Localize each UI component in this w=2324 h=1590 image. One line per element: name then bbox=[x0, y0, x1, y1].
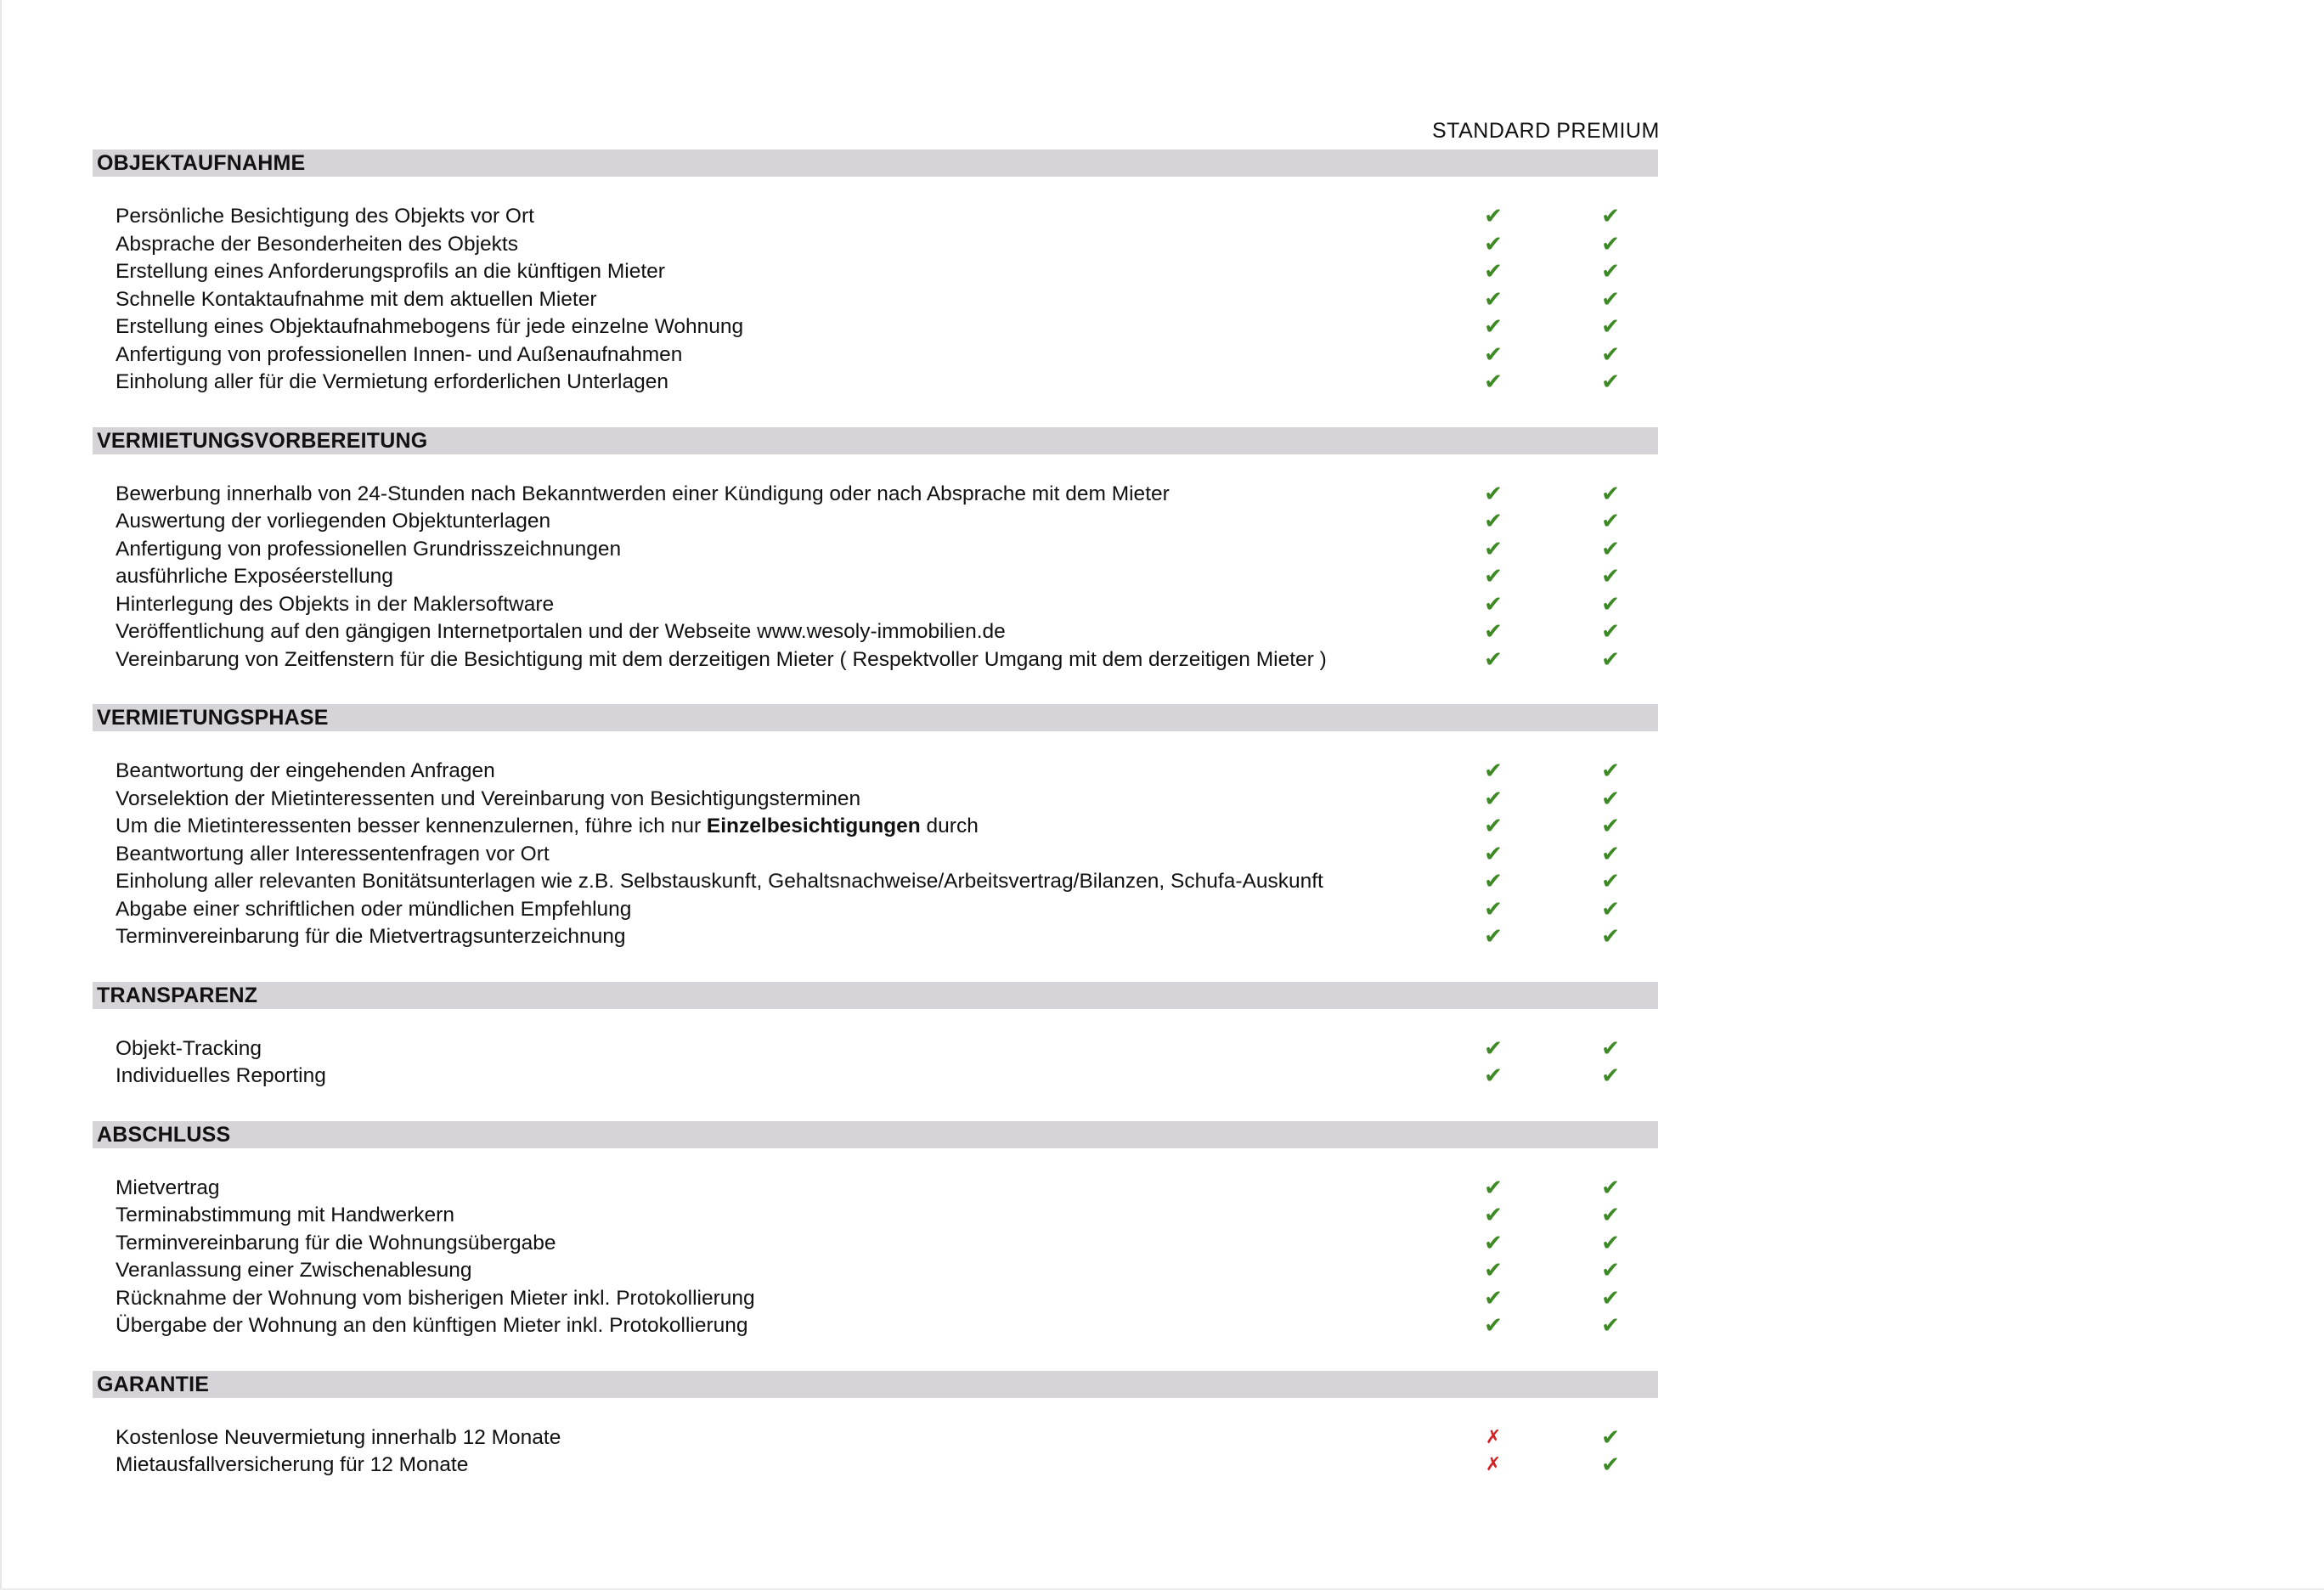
checkmark-icon-standard: ✔ bbox=[1484, 619, 1503, 645]
feature-label-emphasis: Einzelbesichtigungen bbox=[706, 815, 921, 837]
checkmark-icon-standard: ✔ bbox=[1484, 1203, 1503, 1228]
column-headers bbox=[93, 119, 1658, 149]
feature-row bbox=[93, 841, 1658, 869]
feature-list bbox=[93, 1148, 1658, 1371]
feature-label: Schnelle Kontaktaufnahme mit dem aktuellen Mieter bbox=[116, 287, 597, 311]
feature-list bbox=[93, 1009, 1658, 1121]
feature-label: Objekt-Tracking bbox=[116, 1036, 262, 1060]
checkmark-icon-standard: ✔ bbox=[1484, 591, 1503, 617]
feature-row bbox=[93, 1452, 1658, 1480]
feature-row bbox=[93, 868, 1658, 896]
feature-row bbox=[93, 369, 1658, 397]
feature-row bbox=[93, 1202, 1658, 1230]
checkmark-icon-premium: ✔ bbox=[1601, 369, 1620, 395]
feature-label: Mietausfallversicherung für 12 Monate bbox=[116, 1453, 469, 1476]
checkmark-icon-standard: ✔ bbox=[1484, 1035, 1503, 1062]
column-header-premium: PREMIUM bbox=[1556, 119, 1660, 143]
checkmark-icon-standard: ✔ bbox=[1484, 536, 1503, 562]
comparison-document bbox=[93, 119, 1658, 1510]
checkmark-icon-premium: ✔ bbox=[1601, 231, 1620, 257]
checkmark-icon-standard: ✔ bbox=[1484, 646, 1503, 673]
checkmark-icon-premium: ✔ bbox=[1601, 1313, 1620, 1339]
feature-label: Absprache der Besonderheiten des Objekts bbox=[116, 232, 518, 256]
checkmark-icon-standard: ✔ bbox=[1484, 341, 1503, 368]
checkmark-icon-standard: ✔ bbox=[1484, 896, 1503, 922]
checkmark-icon-premium: ✔ bbox=[1601, 341, 1620, 368]
checkmark-icon-premium: ✔ bbox=[1601, 896, 1620, 922]
checkmark-icon-premium: ✔ bbox=[1601, 1452, 1620, 1478]
checkmark-icon-standard: ✔ bbox=[1484, 1063, 1503, 1089]
cross-icon-standard: ✗ bbox=[1485, 1454, 1502, 1475]
feature-label: Veröffentlichung auf den gängigen Internetportalen und der Webseite www.wesoly-immobilien.de bbox=[116, 620, 1006, 643]
checkmark-icon-premium: ✔ bbox=[1601, 619, 1620, 645]
feature-list bbox=[93, 177, 1658, 427]
feature-row bbox=[93, 313, 1658, 341]
feature-row bbox=[93, 813, 1658, 841]
feature-row bbox=[93, 646, 1658, 674]
section-vermietungsphase bbox=[93, 704, 1658, 982]
checkmark-icon-standard: ✔ bbox=[1484, 259, 1503, 285]
section-objektaufnahme bbox=[93, 149, 1658, 427]
feature-label: Auswertung der vorliegenden Objektunterlagen bbox=[116, 510, 551, 533]
feature-row bbox=[93, 786, 1658, 814]
feature-row bbox=[93, 1063, 1658, 1091]
feature-label: Hinterlegung des Objekts in der Maklersoftware bbox=[116, 592, 555, 616]
checkmark-icon-premium: ✔ bbox=[1601, 1063, 1620, 1089]
checkmark-icon-premium: ✔ bbox=[1601, 536, 1620, 562]
feature-label: Beantwortung der eingehenden Anfragen bbox=[116, 759, 495, 782]
column-header-standard: STANDARD bbox=[1432, 119, 1551, 143]
checkmark-icon-standard: ✔ bbox=[1484, 924, 1503, 950]
feature-row bbox=[93, 563, 1658, 591]
checkmark-icon-premium: ✔ bbox=[1601, 869, 1620, 894]
feature-label: Veranlassung einer Zwischenablesung bbox=[116, 1259, 472, 1282]
feature-label: Abgabe einer schriftlichen oder mündlichen Empfehlung bbox=[116, 897, 632, 921]
feature-row bbox=[93, 591, 1658, 619]
section-title: VERMIETUNGSVORBEREITUNG bbox=[93, 427, 1658, 454]
feature-label: Erstellung eines Anforderungsprofils an die künftigen Mieter bbox=[116, 260, 665, 283]
checkmark-icon-standard: ✔ bbox=[1484, 841, 1503, 867]
checkmark-icon-standard: ✔ bbox=[1484, 869, 1503, 894]
checkmark-icon-standard: ✔ bbox=[1484, 481, 1503, 507]
cross-icon-standard: ✗ bbox=[1485, 1426, 1502, 1448]
feature-row bbox=[93, 896, 1658, 924]
feature-label-text: Um die Mietinteressenten besser kennenzulernen, führe ich nur bbox=[116, 815, 707, 837]
feature-label: Individuelles Reporting bbox=[116, 1064, 326, 1087]
section-title: GARANTIE bbox=[93, 1371, 1658, 1398]
checkmark-icon-premium: ✔ bbox=[1601, 1175, 1620, 1201]
checkmark-icon-standard: ✔ bbox=[1484, 1285, 1503, 1311]
section-title: OBJEKTAUFNAHME bbox=[93, 149, 1658, 177]
feature-row bbox=[93, 203, 1658, 231]
feature-row bbox=[93, 758, 1658, 786]
feature-list bbox=[93, 731, 1658, 982]
checkmark-icon-premium: ✔ bbox=[1601, 591, 1620, 617]
checkmark-icon-standard: ✔ bbox=[1484, 204, 1503, 229]
feature-label: Persönliche Besichtigung des Objekts vor Ort bbox=[116, 205, 534, 228]
feature-list bbox=[93, 454, 1658, 705]
feature-label: Übergabe der Wohnung an den künftigen Mieter inkl. Protokollierung bbox=[116, 1314, 748, 1337]
feature-row bbox=[93, 536, 1658, 564]
section-garantie bbox=[93, 1371, 1658, 1510]
feature-label: Anfertigung von professionellen Grundrisszeichnungen bbox=[116, 537, 622, 561]
feature-row bbox=[93, 923, 1658, 951]
checkmark-icon-premium: ✔ bbox=[1601, 1258, 1620, 1283]
checkmark-icon-standard: ✔ bbox=[1484, 286, 1503, 313]
checkmark-icon-premium: ✔ bbox=[1601, 924, 1620, 950]
section-vermietungsvorbereitung bbox=[93, 427, 1658, 705]
feature-list bbox=[93, 1398, 1658, 1510]
checkmark-icon-standard: ✔ bbox=[1484, 509, 1503, 534]
checkmark-icon-premium: ✔ bbox=[1601, 786, 1620, 812]
checkmark-icon-premium: ✔ bbox=[1601, 1285, 1620, 1311]
feature-label: Terminabstimmung mit Handwerkern bbox=[116, 1204, 454, 1226]
feature-row bbox=[93, 618, 1658, 646]
checkmark-icon-standard: ✔ bbox=[1484, 564, 1503, 589]
feature-row bbox=[93, 508, 1658, 536]
checkmark-icon-premium: ✔ bbox=[1601, 758, 1620, 784]
checkmark-icon-premium: ✔ bbox=[1601, 314, 1620, 340]
feature-label bbox=[116, 813, 979, 841]
feature-row bbox=[93, 258, 1658, 286]
feature-row bbox=[93, 1424, 1658, 1452]
checkmark-icon-premium: ✔ bbox=[1601, 841, 1620, 867]
feature-label: Anfertigung von professionellen Innen- und Außenaufnahmen bbox=[116, 342, 683, 366]
feature-label: Rücknahme der Wohnung vom bisherigen Mieter inkl. Protokollierung bbox=[116, 1286, 755, 1310]
checkmark-icon-premium: ✔ bbox=[1601, 509, 1620, 534]
checkmark-icon-premium: ✔ bbox=[1601, 1424, 1620, 1451]
section-transparenz bbox=[93, 982, 1658, 1121]
checkmark-icon-premium: ✔ bbox=[1601, 1203, 1620, 1228]
checkmark-icon-standard: ✔ bbox=[1484, 314, 1503, 340]
feature-label: Einholung aller relevanten Bonitätsunterlagen wie z.B. Selbstauskunft, Gehaltsnachweise/Arbeitsvertrag/Bilanzen, Schufa-Auskunft bbox=[116, 870, 1323, 893]
feature-label-text-after: durch bbox=[920, 815, 979, 837]
feature-row bbox=[93, 341, 1658, 369]
checkmark-icon-premium: ✔ bbox=[1601, 259, 1620, 285]
feature-label: Terminvereinbarung für die Wohnungsübergabe bbox=[116, 1231, 556, 1255]
feature-label: Kostenlose Neuvermietung innerhalb 12 Monate bbox=[116, 1425, 561, 1449]
checkmark-icon-standard: ✔ bbox=[1484, 1230, 1503, 1256]
feature-label: Mietvertrag bbox=[116, 1176, 220, 1199]
checkmark-icon-premium: ✔ bbox=[1601, 1230, 1620, 1256]
checkmark-icon-premium: ✔ bbox=[1601, 646, 1620, 673]
feature-row bbox=[93, 481, 1658, 509]
feature-row bbox=[93, 231, 1658, 259]
feature-row bbox=[93, 1175, 1658, 1203]
feature-row bbox=[93, 1285, 1658, 1313]
feature-row bbox=[93, 286, 1658, 314]
feature-label: Einholung aller für die Vermietung erforderlichen Unterlagen bbox=[116, 370, 668, 393]
feature-label: Beantwortung aller Interessentenfragen vor Ort bbox=[116, 842, 550, 865]
checkmark-icon-premium: ✔ bbox=[1601, 814, 1620, 839]
section-title: VERMIETUNGSPHASE bbox=[93, 704, 1658, 731]
checkmark-icon-standard: ✔ bbox=[1484, 786, 1503, 812]
feature-row bbox=[93, 1257, 1658, 1285]
feature-row bbox=[93, 1035, 1658, 1063]
checkmark-icon-premium: ✔ bbox=[1601, 1035, 1620, 1062]
section-abschluss bbox=[93, 1121, 1658, 1371]
sections-container bbox=[93, 149, 1658, 1510]
checkmark-icon-standard: ✔ bbox=[1484, 814, 1503, 839]
feature-label: Vorselektion der Mietinteressenten und Vereinbarung von Besichtigungsterminen bbox=[116, 787, 861, 810]
checkmark-icon-premium: ✔ bbox=[1601, 286, 1620, 313]
checkmark-icon-premium: ✔ bbox=[1601, 204, 1620, 229]
feature-label: Vereinbarung von Zeitfenstern für die Besichtigung mit dem derzeitigen Mieter ( Respektvoller Umgang mit dem derzeitigen Mieter ) bbox=[116, 647, 1327, 671]
feature-label: ausführliche Exposéerstellung bbox=[116, 565, 393, 588]
checkmark-icon-standard: ✔ bbox=[1484, 231, 1503, 257]
checkmark-icon-standard: ✔ bbox=[1484, 1258, 1503, 1283]
checkmark-icon-standard: ✔ bbox=[1484, 758, 1503, 784]
checkmark-icon-premium: ✔ bbox=[1601, 564, 1620, 589]
page-edge-left bbox=[0, 0, 2, 1590]
checkmark-icon-premium: ✔ bbox=[1601, 481, 1620, 507]
feature-label: Terminvereinbarung für die Mietvertragsunterzeichnung bbox=[116, 925, 626, 948]
section-title: ABSCHLUSS bbox=[93, 1121, 1658, 1148]
feature-row bbox=[93, 1230, 1658, 1258]
feature-label: Erstellung eines Objektaufnahmebogens für jede einzelne Wohnung bbox=[116, 315, 744, 338]
checkmark-icon-standard: ✔ bbox=[1484, 1313, 1503, 1339]
section-title: TRANSPARENZ bbox=[93, 982, 1658, 1009]
feature-row bbox=[93, 1312, 1658, 1340]
checkmark-icon-standard: ✔ bbox=[1484, 369, 1503, 395]
feature-label: Bewerbung innerhalb von 24-Stunden nach Bekanntwerden einer Kündigung oder nach Absprache mit dem Mieter bbox=[116, 482, 1170, 505]
checkmark-icon-standard: ✔ bbox=[1484, 1175, 1503, 1201]
